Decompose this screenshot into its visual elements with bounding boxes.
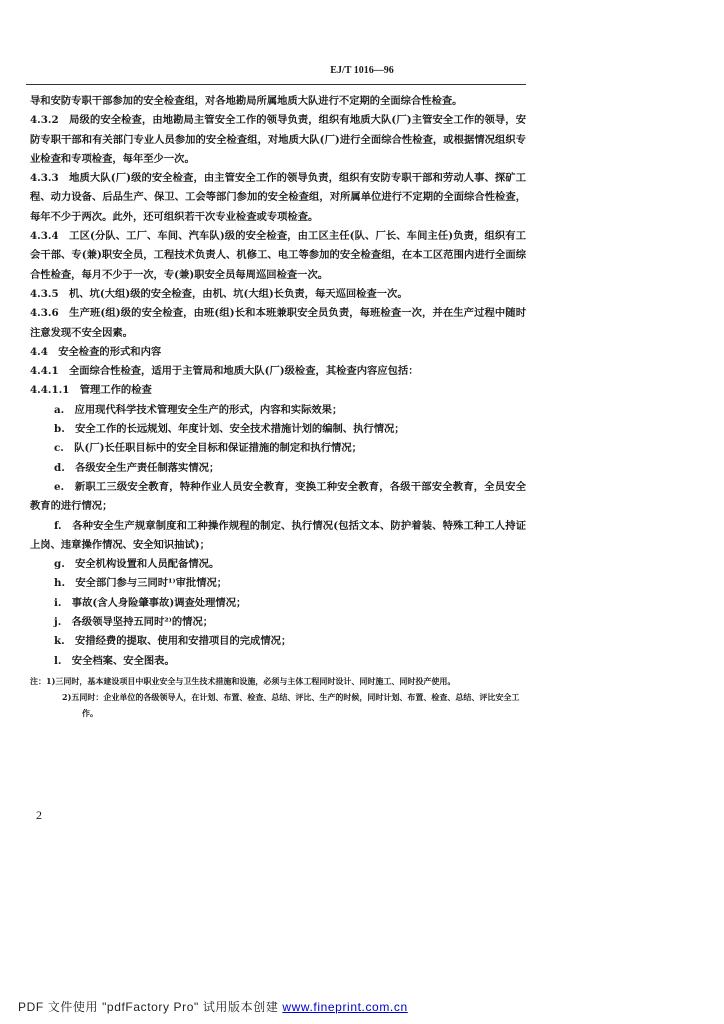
clause-4-3-5: 4.3.5 机、坑(大组)级的安全检查，由机、坑(大组)长负责，每天巡回检查一次。 [30, 287, 408, 300]
list-item-b: b. 安全工作的长远规划、年度计划、安全技术措施计划的编制、执行情况； [54, 423, 405, 436]
clause-4-3-3: 4.3.3 地质大队(厂)级的安全检查，由主管安全工作的领导负责，组织有安防专职干部和劳动人事、探矿工程、动力设备、后品生产、保卫、工会等部门参加的安全检查组，对所属单位进行不定期的全面综合性检查，每年不少于两次。此外，还可组织若干次专业检查或专项检查。 [30, 172, 526, 223]
list-item-c: c. 队(厂)长任职目标中的安全目标和保证措施的制定和执行情况； [54, 442, 362, 455]
list-item-k: k. 安措经费的提取、使用和安措项目的完成情况； [54, 635, 292, 648]
footnote-2: 2)五同时：企业单位的各级领导人，在计划、布置、检查、总结、评比、生产的时候，同时计划、布置、检查、总结、评比安全工作。 [62, 691, 520, 718]
list-item-h: h. 安全部门参与三同时¹⁾审批情况； [54, 577, 228, 590]
footer-link[interactable]: www.fineprint.com.cn [282, 1000, 408, 1014]
list-item-a: a. 应用现代科学技术管理安全生产的形式，内容和实际效果； [54, 403, 343, 416]
document-code-header: EJ/T 1016—96 [330, 65, 394, 76]
list-item-i: i. 事故(含人身险肇事故)调查处理情况； [54, 596, 247, 609]
header-divider [26, 84, 526, 85]
list-item-l: l. 安全档案、安全图表。 [54, 654, 175, 667]
footer-text: PDF 文件使用 "pdfFactory Pro" 试用版本创建 [18, 1000, 283, 1014]
page-number: 2 [36, 808, 42, 822]
list-item-e: e. 新职工三级安全教育，特种作业人员安全教育，变换工种安全教育，各级干部安全教育，全员安全教育的进行情况； [30, 480, 526, 513]
clause-4-3-2: 4.3.2 局级的安全检查，由地勘局主管安全工作的领导负责，组织有地质大队(厂)主管安全工作的领导，安防专职干部和有关部门专业人员参加的安全检查组，对地质大队(厂)进行全面综合性检查，或根据情况组织专业检查和专项检查，每年至少一次。 [30, 114, 526, 165]
document-body [30, 92, 526, 721]
pdf-watermark-footer [18, 998, 408, 1015]
clause-4-3-4: 4.3.4 工区(分队、工厂、车间、汽车队)级的安全检查，由工区主任(队、厂长、车间主任)负责，组织有工会干部、专(兼)职安全员，工程技术负责人、机修工、电工等参加的安全检查组，在本工区范围内进行全面综合性检查，每月不少于一次，专(兼)职安全员每周巡回检查一次。 [30, 230, 526, 281]
list-item-f: f. 各种安全生产规章制度和工种操作规程的制定、执行情况(包括文本、防护着装、特殊工种工人持证上岗、违章操作情况、安全知识抽试)； [30, 519, 526, 551]
section-heading-4-4: 4.4 安全检查的形式和内容 [30, 345, 162, 358]
clause-4-4-1-1: 4.4.1.1 管理工作的检查 [30, 384, 152, 397]
footnotes [30, 673, 526, 721]
list-item-d: d. 各级安全生产责任制落实情况； [54, 461, 220, 474]
footnote-1: 注：1)三同时，基本建设项目中职业安全与卫生技术措施和设施，必须与主体工程同时设计、同时施工、同时投产使用。 [30, 675, 456, 686]
list-item-j: j. 各级领导坚持五同时²⁾的情况； [54, 616, 214, 629]
list-item-g: g. 安全机构设置和人员配备情况。 [54, 558, 220, 571]
clause-4-4-1: 4.4.1 全面综合性检查，适用于主管局和地质大队(厂)级检查，其检查内容应包括： [30, 365, 419, 378]
paragraph: 导和安防专职干部参加的安全检查组，对各地勘局所属地质大队进行不定期的全面综合性检查。 [30, 95, 463, 107]
clause-4-3-6: 4.3.6 生产班(组)级的安全检查，由班(组)长和本班兼职安全员负责，每班检查一次，并在生产过程中随时注意发现不安全因素。 [30, 307, 526, 339]
